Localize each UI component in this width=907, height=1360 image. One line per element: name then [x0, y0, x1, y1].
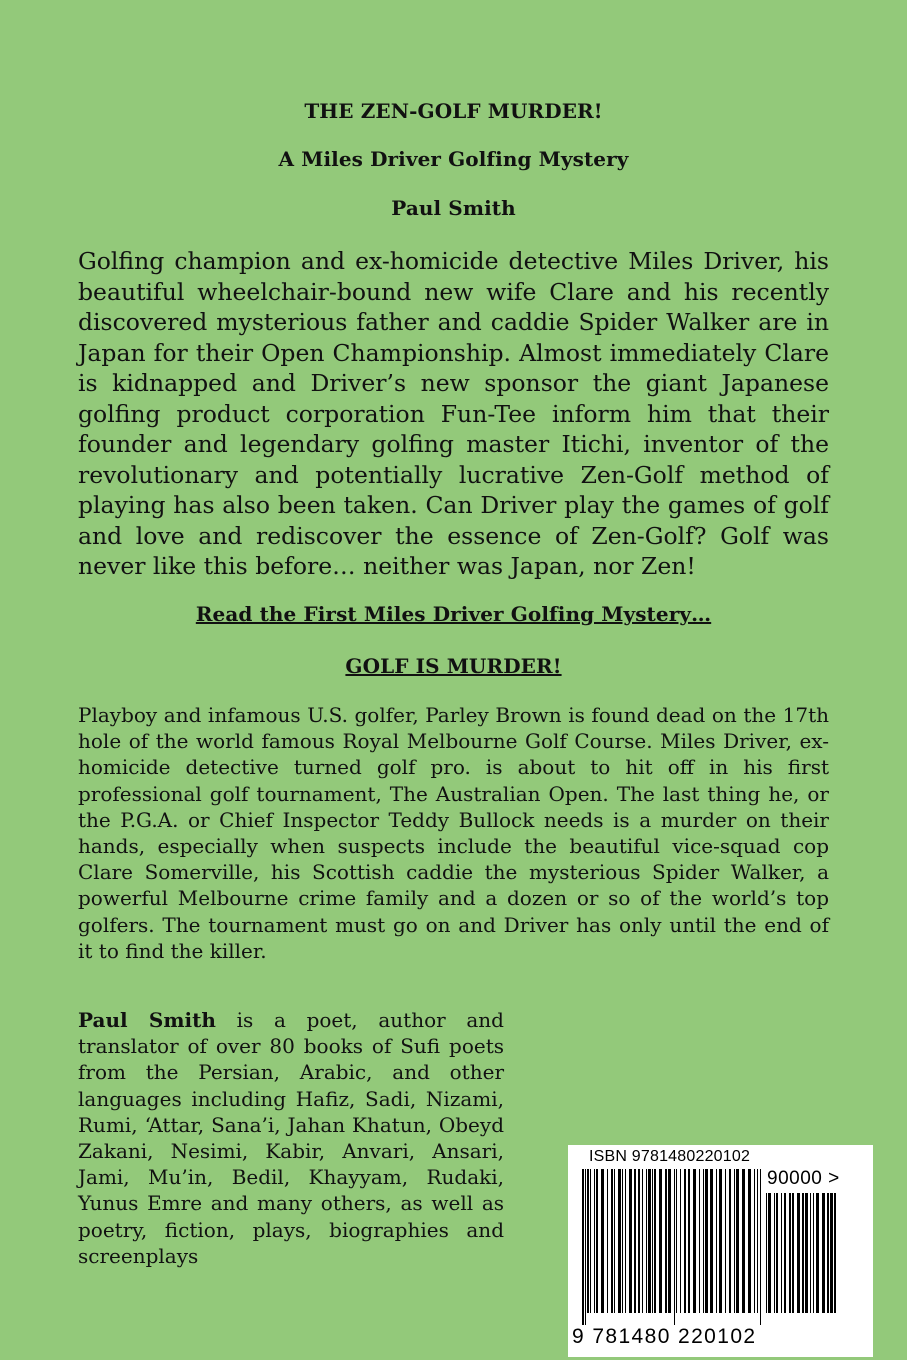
barcode-bar: [813, 1193, 814, 1313]
first-book-heading: Read the First Miles Driver Golfing Mystery…: [195, 602, 712, 626]
barcode-bar: [676, 1169, 677, 1313]
barcode-bar: [668, 1169, 671, 1313]
barcode-bar: [654, 1169, 656, 1313]
barcode-bar: [601, 1169, 604, 1313]
barcode-bar: [611, 1169, 613, 1313]
barcode-bar: [587, 1169, 589, 1313]
barcode-bar: [797, 1193, 800, 1313]
barcode-bar: [607, 1169, 608, 1313]
author-bio: [78, 1007, 504, 1269]
price-code: 90000 >: [767, 1168, 840, 1189]
barcode-bar: [674, 1169, 675, 1325]
barcode-bar: [699, 1169, 700, 1313]
barcode-bar: [776, 1193, 778, 1313]
isbn-label: ISBN 9781480220102: [589, 1148, 751, 1165]
barcode-bar: [585, 1169, 586, 1325]
barcode-bar: [781, 1193, 782, 1313]
barcode-bar: [789, 1193, 791, 1313]
barcode-bar: [757, 1169, 758, 1313]
barcode-bar: [594, 1169, 595, 1313]
barcode-bar: [648, 1169, 651, 1313]
isbn-barcode: [568, 1145, 873, 1357]
barcode-bar: [822, 1193, 825, 1313]
barcode-bar: [754, 1169, 755, 1313]
first-book-title: GOLF IS MURDER!: [345, 654, 562, 678]
first-book-blurb: Playboy and infamous U.S. golfer, Parley Brown is found dead on the 17th hole of the world famous Royal Melbourne Golf Course. Miles Driver, ex-homicide detective turned golf pro. is about to hit off in his first professional golf tournament, The Australian Open. The last thing he, or the P.G.A. or Chief Inspector Teddy Bullock needs is a murder on their hands, especially when suspects include the beautiful vice-squad cop Clare Somerville, his Scottish caddie the mysterious Spider Walker, a powerful Melbourne crime family and a dozen or so of the world’s top golfers. The tournament must go on and Driver has only until the end of it to find the killer.: [78, 703, 829, 963]
barcode-bar: [693, 1169, 696, 1313]
barcode-bar: [748, 1169, 751, 1313]
barcode-bar: [703, 1169, 704, 1313]
barcode-bar: [684, 1169, 686, 1313]
barcode-bar: [680, 1169, 681, 1313]
barcode-bar: [590, 1169, 591, 1313]
barcode-bar: [774, 1193, 775, 1313]
barcode-bar: [659, 1169, 662, 1313]
bio-text: is a poet, author and translator of over 80 books of Sufi poets from the Persian, Arabic, and other languages including Hafiz, Sadi, Nizami, Rumi, ‘Attar, Sana’i, Jahan Khatun, Obeyd Zakani, Nesimi, Kabir, Anvari, Ansari, Jami, Mu’in, Bedil, Khayyam, Rudaki, Yunus Emre and many others, as well as poetry, fiction, plays, biographies and screenplays: [78, 1008, 504, 1268]
bio-author-name: Paul Smith: [78, 1008, 216, 1032]
barcode-bar: [742, 1169, 745, 1313]
ean-barcode-bars: [582, 1169, 762, 1325]
barcode-bar: [734, 1169, 735, 1313]
barcode-bar: [688, 1169, 690, 1313]
barcode-bar: [710, 1169, 713, 1313]
barcode-bar: [725, 1169, 726, 1313]
barcode-bar: [665, 1169, 667, 1313]
barcode-bar: [784, 1193, 786, 1313]
barcode-bar: [642, 1169, 643, 1313]
author-name: Paul Smith: [391, 196, 516, 220]
barcode-bar: [816, 1193, 819, 1313]
barcode-bar: [802, 1193, 804, 1313]
barcode-bar: [618, 1169, 621, 1313]
barcode-bar: [830, 1193, 833, 1313]
barcode-bar: [652, 1169, 653, 1313]
barcode-bar: [792, 1193, 794, 1313]
book-title: THE ZEN-GOLF MURDER!: [304, 99, 603, 123]
addon-barcode-bars: [766, 1193, 836, 1325]
barcode-bar: [810, 1193, 811, 1313]
barcode-bar: [614, 1169, 615, 1313]
barcode-bar: [768, 1193, 771, 1313]
barcode-bar: [622, 1169, 623, 1313]
barcode-bar: [582, 1169, 584, 1325]
barcode-bar: [705, 1169, 708, 1313]
barcode-bar: [719, 1169, 722, 1313]
book-blurb: Golfing champion and ex-homicide detective Miles Driver, his beautiful wheelchair-bound new wife Clare and his recently discovered mysterious father and caddie Spider Walker are in Japan for their Open Championship. Almost immediately Clare is kidnapped and Driver’s new sponsor the giant Japanese golfing product corporation Fun-Tee inform him that their founder and legendary golfing master Itichi, inventor of the revolutionary and potentially lucrative Zen-Golf method of playing has also been taken. Can Driver play the games of golf and love and rediscover the essence of Zen-Golf? Golf was never like this before… neither was Japan, nor Zen!: [78, 247, 829, 580]
barcode-bar: [834, 1193, 836, 1313]
barcode-bar: [805, 1193, 808, 1313]
barcode-bar: [729, 1169, 731, 1313]
barcode-bar: [716, 1169, 717, 1313]
barcode-bar: [766, 1193, 767, 1313]
barcode-bar: [634, 1169, 636, 1313]
book-subtitle: A Miles Driver Golfing Mystery: [278, 147, 629, 171]
barcode-bar: [625, 1169, 626, 1313]
barcode-bar: [596, 1169, 598, 1313]
barcode-bar: [638, 1169, 640, 1313]
barcode-bar: [646, 1169, 647, 1313]
isbn-digits: 9 781480 220102: [572, 1325, 757, 1348]
barcode-bar: [827, 1193, 829, 1313]
barcode-bar: [760, 1169, 761, 1325]
barcode-bar: [736, 1169, 739, 1313]
barcode-bar: [629, 1169, 632, 1313]
